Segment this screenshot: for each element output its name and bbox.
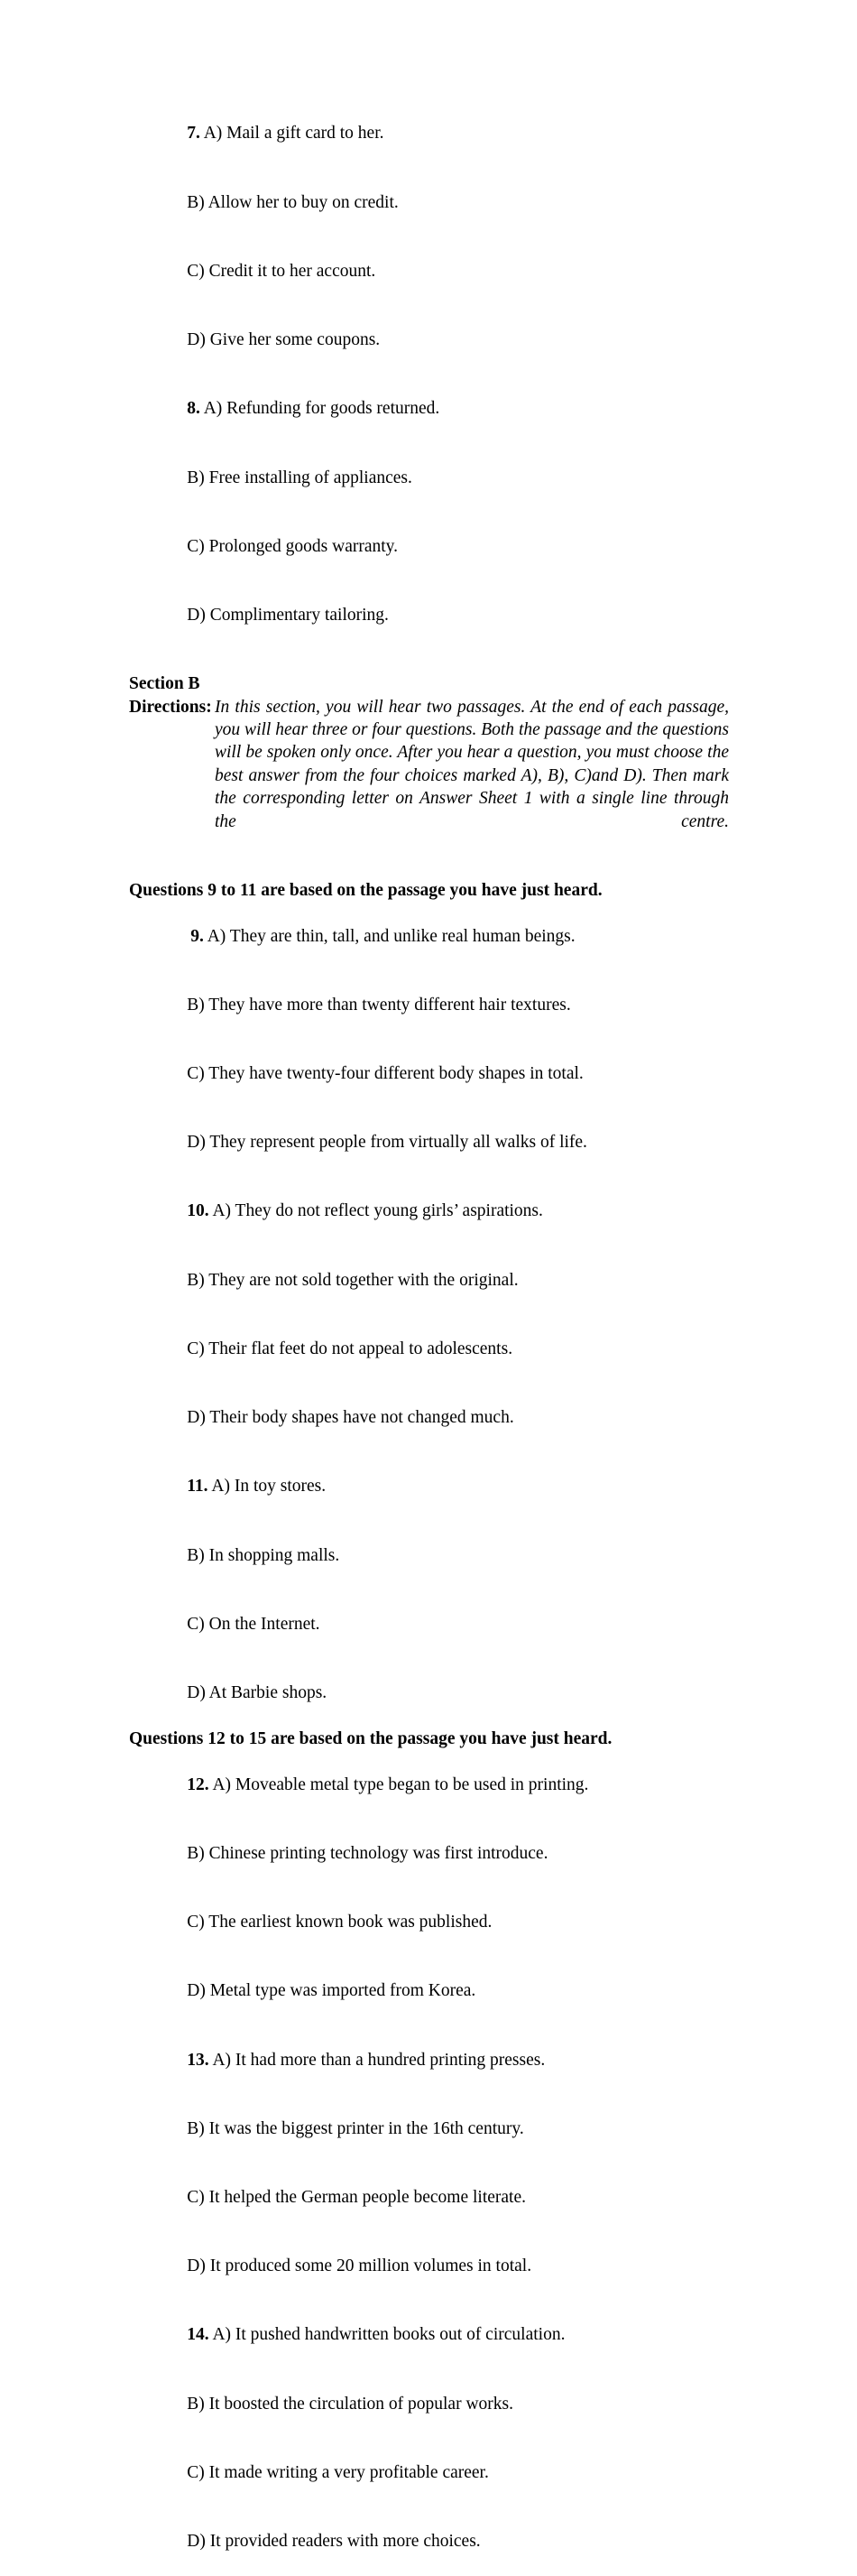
- option-text: Their flat feet do not appeal to adolescents.: [208, 1339, 513, 1358]
- option-letter: B): [187, 995, 205, 1015]
- option-letter: D): [187, 605, 206, 625]
- question-number: 10.: [187, 1201, 209, 1221]
- option-line: [129, 2507, 731, 2576]
- question-number: 13.: [187, 2050, 209, 2070]
- option-letter: A): [212, 1774, 232, 1794]
- option-letter: B): [187, 1545, 205, 1565]
- option-line: [129, 2164, 731, 2232]
- option-text: It was the biggest printer in the 16th century.: [208, 2118, 524, 2138]
- option-letter: A): [212, 1201, 232, 1221]
- question-number: 12.: [187, 1774, 209, 1794]
- option-letter: A): [203, 399, 223, 419]
- option-text: Free installing of appliances.: [208, 468, 412, 487]
- option-letter: B): [187, 468, 205, 487]
- option-text: In shopping malls.: [208, 1545, 340, 1565]
- option-line: [129, 581, 731, 650]
- option-text: Mail a gift card to her.: [226, 124, 384, 144]
- option-line: [129, 306, 731, 375]
- option-text: Prolonged goods warranty.: [208, 536, 399, 556]
- option-text: They have twenty-four different body shapes in total.: [208, 1064, 584, 1084]
- question-number: 9.: [190, 926, 204, 946]
- option-text: Give her some coupons.: [209, 330, 381, 350]
- question-group-9-11: [129, 902, 731, 1728]
- option-text: Allow her to buy on credit.: [207, 192, 399, 212]
- option-letter: C): [187, 1913, 205, 1932]
- option-text: Credit it to her account.: [208, 261, 376, 281]
- option-text: It made writing a very profitable career.: [208, 2462, 489, 2482]
- option-line: [129, 1521, 731, 1589]
- option-letter: A): [211, 1477, 230, 1496]
- passage-heading-12-15: Questions 12 to 15 are based on the passage you have just heard.: [129, 1728, 613, 1748]
- option-line: [129, 1315, 731, 1384]
- question-number: 8.: [187, 399, 200, 419]
- section-title: Section B: [129, 674, 200, 694]
- option-line: [129, 1384, 731, 1452]
- option-letter: C): [187, 536, 205, 556]
- option-letter: C): [187, 2187, 205, 2207]
- option-line: [129, 512, 731, 580]
- option-letter: C): [187, 1614, 205, 1634]
- option-text: They have more than twenty different hair textures.: [208, 995, 571, 1015]
- option-line: [129, 1108, 731, 1177]
- option-text: It boosted the circulation of popular works.: [208, 2394, 513, 2414]
- option-text: They represent people from virtually all walks of life.: [209, 1133, 587, 1153]
- option-line: [129, 2369, 731, 2438]
- option-line: [129, 970, 731, 1039]
- option-text: It had more than a hundred printing presses.: [235, 2050, 546, 2070]
- option-line: [129, 1819, 731, 1887]
- directions-label: Directions:: [129, 697, 212, 717]
- option-text: At Barbie shops.: [208, 1683, 327, 1702]
- option-text: Metal type was imported from Korea.: [209, 1981, 476, 2001]
- option-text: They are thin, tall, and unlike real human beings.: [229, 926, 576, 946]
- option-line: [129, 1177, 731, 1246]
- option-text: It helped the German people become literate.: [208, 2187, 527, 2207]
- option-letter: D): [187, 1133, 206, 1153]
- option-text: On the Internet.: [208, 1614, 320, 1634]
- option-text: Chinese printing technology was first introduce.: [208, 1843, 548, 1863]
- option-letter: C): [187, 2462, 205, 2482]
- option-letter: D): [187, 330, 206, 350]
- option-letter: D): [187, 1408, 206, 1428]
- option-letter: A): [203, 124, 223, 144]
- option-text: Complimentary tailoring.: [209, 605, 389, 625]
- option-text: It produced some 20 million volumes in total.: [209, 2256, 532, 2276]
- option-letter: D): [187, 2532, 206, 2552]
- option-line: [129, 1589, 731, 1658]
- question-number: 14.: [187, 2325, 209, 2345]
- question-group-7-8: [129, 99, 731, 650]
- question-number: 7.: [187, 124, 200, 144]
- option-text: Refunding for goods returned.: [226, 399, 440, 419]
- option-line: [129, 99, 731, 168]
- option-text: It pushed handwritten books out of circulation.: [235, 2325, 566, 2345]
- option-letter: D): [187, 1981, 206, 2001]
- option-line: [129, 1750, 731, 1819]
- option-text: Moveable metal type began to be used in printing.: [235, 1774, 589, 1794]
- option-line: [129, 1452, 731, 1521]
- option-letter: C): [187, 1339, 205, 1358]
- option-line: [129, 443, 731, 512]
- option-line: [129, 2025, 731, 2094]
- directions-block: [129, 696, 729, 857]
- option-line: [129, 1246, 731, 1314]
- option-text: They are not sold together with the original.: [208, 1270, 519, 1290]
- option-text: Their body shapes have not changed much.: [209, 1408, 514, 1428]
- option-line: [129, 2094, 731, 2163]
- option-letter: A): [212, 2325, 232, 2345]
- option-letter: A): [212, 2050, 232, 2070]
- option-line: [129, 236, 731, 305]
- passage-heading-9-11: Questions 9 to 11 are based on the passage you have just heard.: [129, 880, 603, 900]
- option-text: The earliest known book was published.: [208, 1913, 493, 1932]
- question-group-12-15: [129, 1750, 731, 2576]
- option-text: It provided readers with more choices.: [209, 2532, 481, 2552]
- question-number: 11.: [187, 1477, 208, 1496]
- option-letter: B): [187, 2118, 205, 2138]
- option-letter: D): [187, 1683, 206, 1702]
- option-letter: B): [187, 1270, 205, 1290]
- option-letter: B): [187, 2394, 205, 2414]
- option-line: [129, 2301, 731, 2369]
- option-letter: A): [207, 926, 226, 946]
- paragraph-spacer: [129, 650, 731, 672]
- option-line: [129, 2232, 731, 2301]
- option-line: [129, 902, 731, 970]
- option-line: [129, 1659, 731, 1728]
- option-line: [129, 375, 731, 443]
- option-line: [129, 2438, 731, 2507]
- directions-text: In this section, you will hear two passages. At the end of each passage, you will hear three or four questions. Both the passage and the questions will be spoken only once. After you hear a question, you must choose the best answer from the four choices marked A), B), C)and D). Then mark the corresponding letter on Answer Sheet 1 with a single line through the centre.: [215, 697, 729, 831]
- option-line: [129, 1040, 731, 1108]
- option-text: In toy stores.: [234, 1477, 327, 1496]
- option-line: [129, 168, 731, 236]
- option-text: They do not reflect young girls’ aspirations.: [235, 1201, 543, 1221]
- paragraph-spacer: [129, 856, 731, 878]
- option-letter: C): [187, 1064, 205, 1084]
- option-letter: D): [187, 2256, 206, 2276]
- option-line: [129, 1888, 731, 1957]
- option-letter: C): [187, 261, 205, 281]
- option-letter: B): [187, 1843, 205, 1863]
- option-letter: B): [187, 192, 205, 212]
- option-line: [129, 1957, 731, 2025]
